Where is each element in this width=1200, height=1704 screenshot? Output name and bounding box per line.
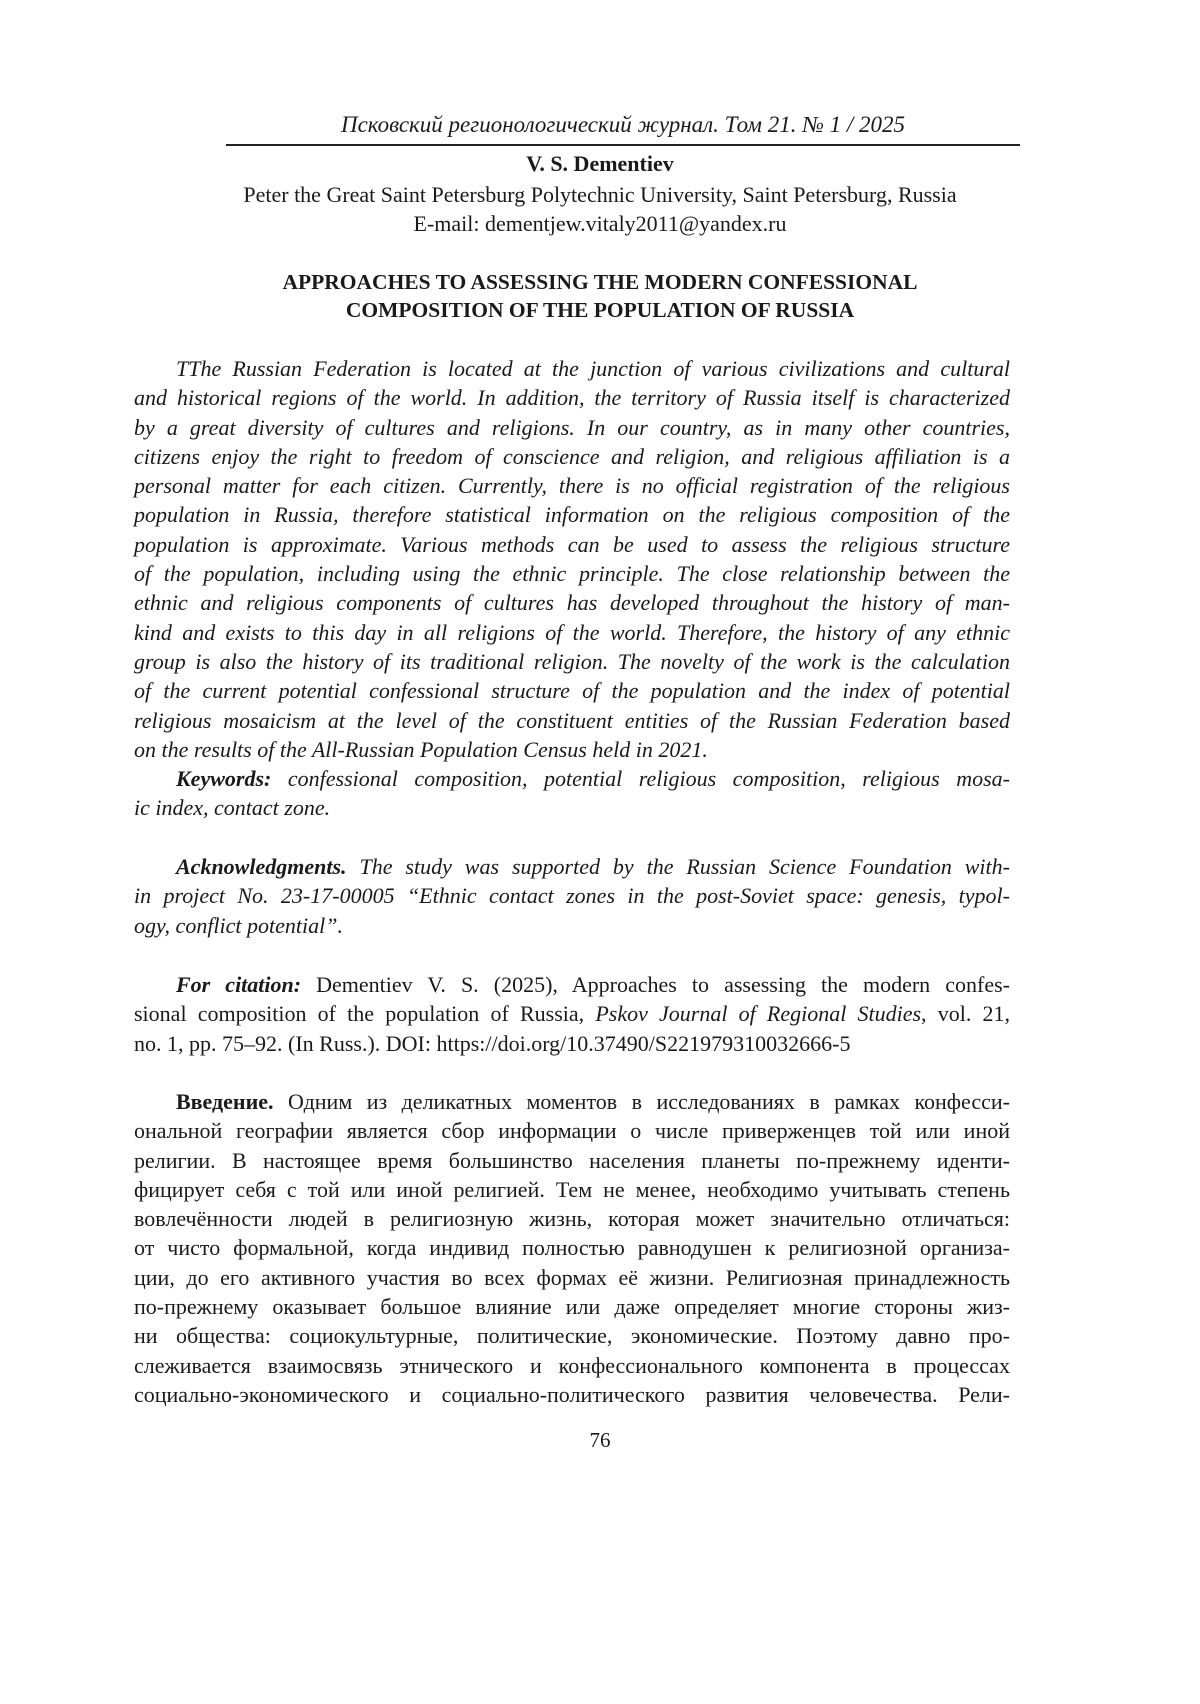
author-affiliation: Peter the Great Saint Petersburg Polytechnic University, Saint Petersburg, Russia: [100, 180, 1100, 209]
keywords-text: ic index, contact zone.: [134, 795, 330, 820]
acknowledgments-text: The study was supported by the Russian Science Foundation with-: [347, 854, 1010, 879]
citation: [134, 970, 1010, 1058]
text-line: [134, 383, 1010, 412]
text-line: [134, 1351, 1010, 1380]
citation-text: Dementiev V. S. (2025), Approaches to assessing the modern confes-: [301, 972, 1010, 997]
keywords: [134, 764, 1010, 823]
text-line: [134, 1380, 1010, 1409]
intro-text: Одним из деликатных моментов в исследованиях в рамках конфесси-: [274, 1089, 1010, 1114]
text-line: [134, 1233, 1010, 1262]
text-line: [134, 706, 1010, 735]
page-number: 76: [0, 1428, 1200, 1453]
line-text: by a great diversity of cultures and religions. In our country, as in many other countries,: [134, 415, 1010, 440]
text-line: [134, 413, 1010, 442]
line-text: религии. В настоящее время большинство населения планеты по-прежнему иденти-: [134, 1148, 1010, 1173]
text-line: [134, 1321, 1010, 1350]
line-text: ни общества: социокультурные, политические, экономические. Поэтому давно про-: [134, 1323, 1010, 1348]
author-name: V. S. Dementiev: [100, 149, 1100, 178]
introduction: [134, 1087, 1010, 1409]
text-line: [134, 1204, 1010, 1233]
line-text: ции, до его активного участия во всех формах её жизни. Религиозная принадлежность: [134, 1265, 1010, 1290]
intro-label: Введение.: [176, 1089, 274, 1114]
line-text: population in Russia, therefore statistical information on the religious composition of the: [134, 502, 1010, 527]
text-line: [134, 1292, 1010, 1321]
text-line: [134, 588, 1010, 617]
article-title-line: COMPOSITION OF THE POPULATION OF RUSSIA: [100, 296, 1100, 325]
text-line: [134, 559, 1010, 588]
text-line: [134, 442, 1010, 471]
text-line: [134, 1263, 1010, 1292]
acknowledgments-text: in project No. 23-17-00005 “Ethnic contact zones in the post-Soviet space: genesis, typol-: [134, 883, 1010, 908]
running-header: Псковский регионологический журнал. Том 21. № 1 / 2025: [226, 112, 1020, 138]
text-line: [134, 471, 1010, 500]
abstract: [134, 354, 1010, 764]
line-text: personal matter for each citizen. Currently, there is no official registration of the religious: [134, 473, 1010, 498]
text-line: [134, 1146, 1010, 1175]
line-text: and historical regions of the world. In addition, the territory of Russia itself is characterized: [134, 385, 1010, 410]
acknowledgments-label: Acknowledgments.: [176, 854, 347, 879]
text-line: [134, 354, 1010, 383]
article-title-line: APPROACHES TO ASSESSING THE MODERN CONFESSIONAL: [100, 268, 1100, 297]
line-text: kind and exists to this day in all religions of the world. Therefore, the history of any ethnic: [134, 620, 1010, 645]
citation-text: , vol. 21,: [921, 1001, 1010, 1026]
line-text: of the current potential confessional structure of the population and the index of potential: [134, 678, 1010, 703]
line-text: citizens enjoy the right to freedom of conscience and religion, and religious affiliation is a: [134, 444, 1010, 469]
line-text: population is approximate. Various methods can be used to assess the religious structure: [134, 532, 1010, 557]
line-text: religious mosaicism at the level of the constituent entities of the Russian Federation based: [134, 708, 1010, 733]
line-text: of the population, including using the ethnic principle. The close relationship between the: [134, 561, 1010, 586]
acknowledgments-text: ogy, conflict potential”.: [134, 913, 343, 938]
text-line: [134, 676, 1010, 705]
author-email: E-mail: dementjew.vitaly2011@yandex.ru: [100, 209, 1100, 238]
line-text: вовлечённости людей в религиозную жизнь, которая может значительно отличаться:: [134, 1206, 1010, 1231]
text-line: [134, 735, 1010, 764]
line-text: социально-экономического и социально-политического развития человечества. Рели-: [134, 1382, 1010, 1407]
line-text: от чисто формальной, когда индивид полностью равнодушен к религиозной организа-: [134, 1235, 1010, 1260]
citation-text: sional composition of the population of Russia,: [134, 1001, 595, 1026]
text-line: [134, 530, 1010, 559]
citation-doi[interactable]: no. 1, pp. 75–92. (In Russ.). DOI: https://doi.org/10.37490/S221979310032666-5: [134, 1031, 850, 1056]
line-text: on the results of the All-Russian Population Census held in 2021.: [134, 737, 708, 762]
text-line: [134, 618, 1010, 647]
text-line: [134, 647, 1010, 676]
line-text: ональной географии является сбор информации о числе приверженцев той или иной: [134, 1118, 1010, 1143]
line-text: фицирует себя с той или иной религией. Тем не менее, необходимо учитывать степень: [134, 1177, 1010, 1202]
citation-journal: Pskov Journal of Regional Studies: [595, 1001, 921, 1026]
text-line: [134, 1116, 1010, 1145]
line-text: слеживается взаимосвязь этнического и конфессионального компонента в процессах: [134, 1353, 1010, 1378]
text-line: [134, 500, 1010, 529]
citation-label: For citation:: [176, 972, 301, 997]
header-rule: [226, 144, 1020, 146]
line-text: ethnic and religious components of cultures has developed throughout the history of man-: [134, 590, 1010, 615]
keywords-label: Keywords:: [176, 766, 271, 791]
line-text: по-прежнему оказывает большое влияние или даже определяет многие стороны жиз-: [134, 1294, 1010, 1319]
line-text: TThe Russian Federation is located at the junction of various civilizations and cultural: [176, 356, 1010, 381]
line-text: group is also the history of its traditional religion. The novelty of the work is the calculation: [134, 649, 1010, 674]
acknowledgments: [134, 852, 1010, 940]
text-line: [134, 1175, 1010, 1204]
keywords-text: confessional composition, potential religious composition, religious mosa-: [271, 766, 1010, 791]
